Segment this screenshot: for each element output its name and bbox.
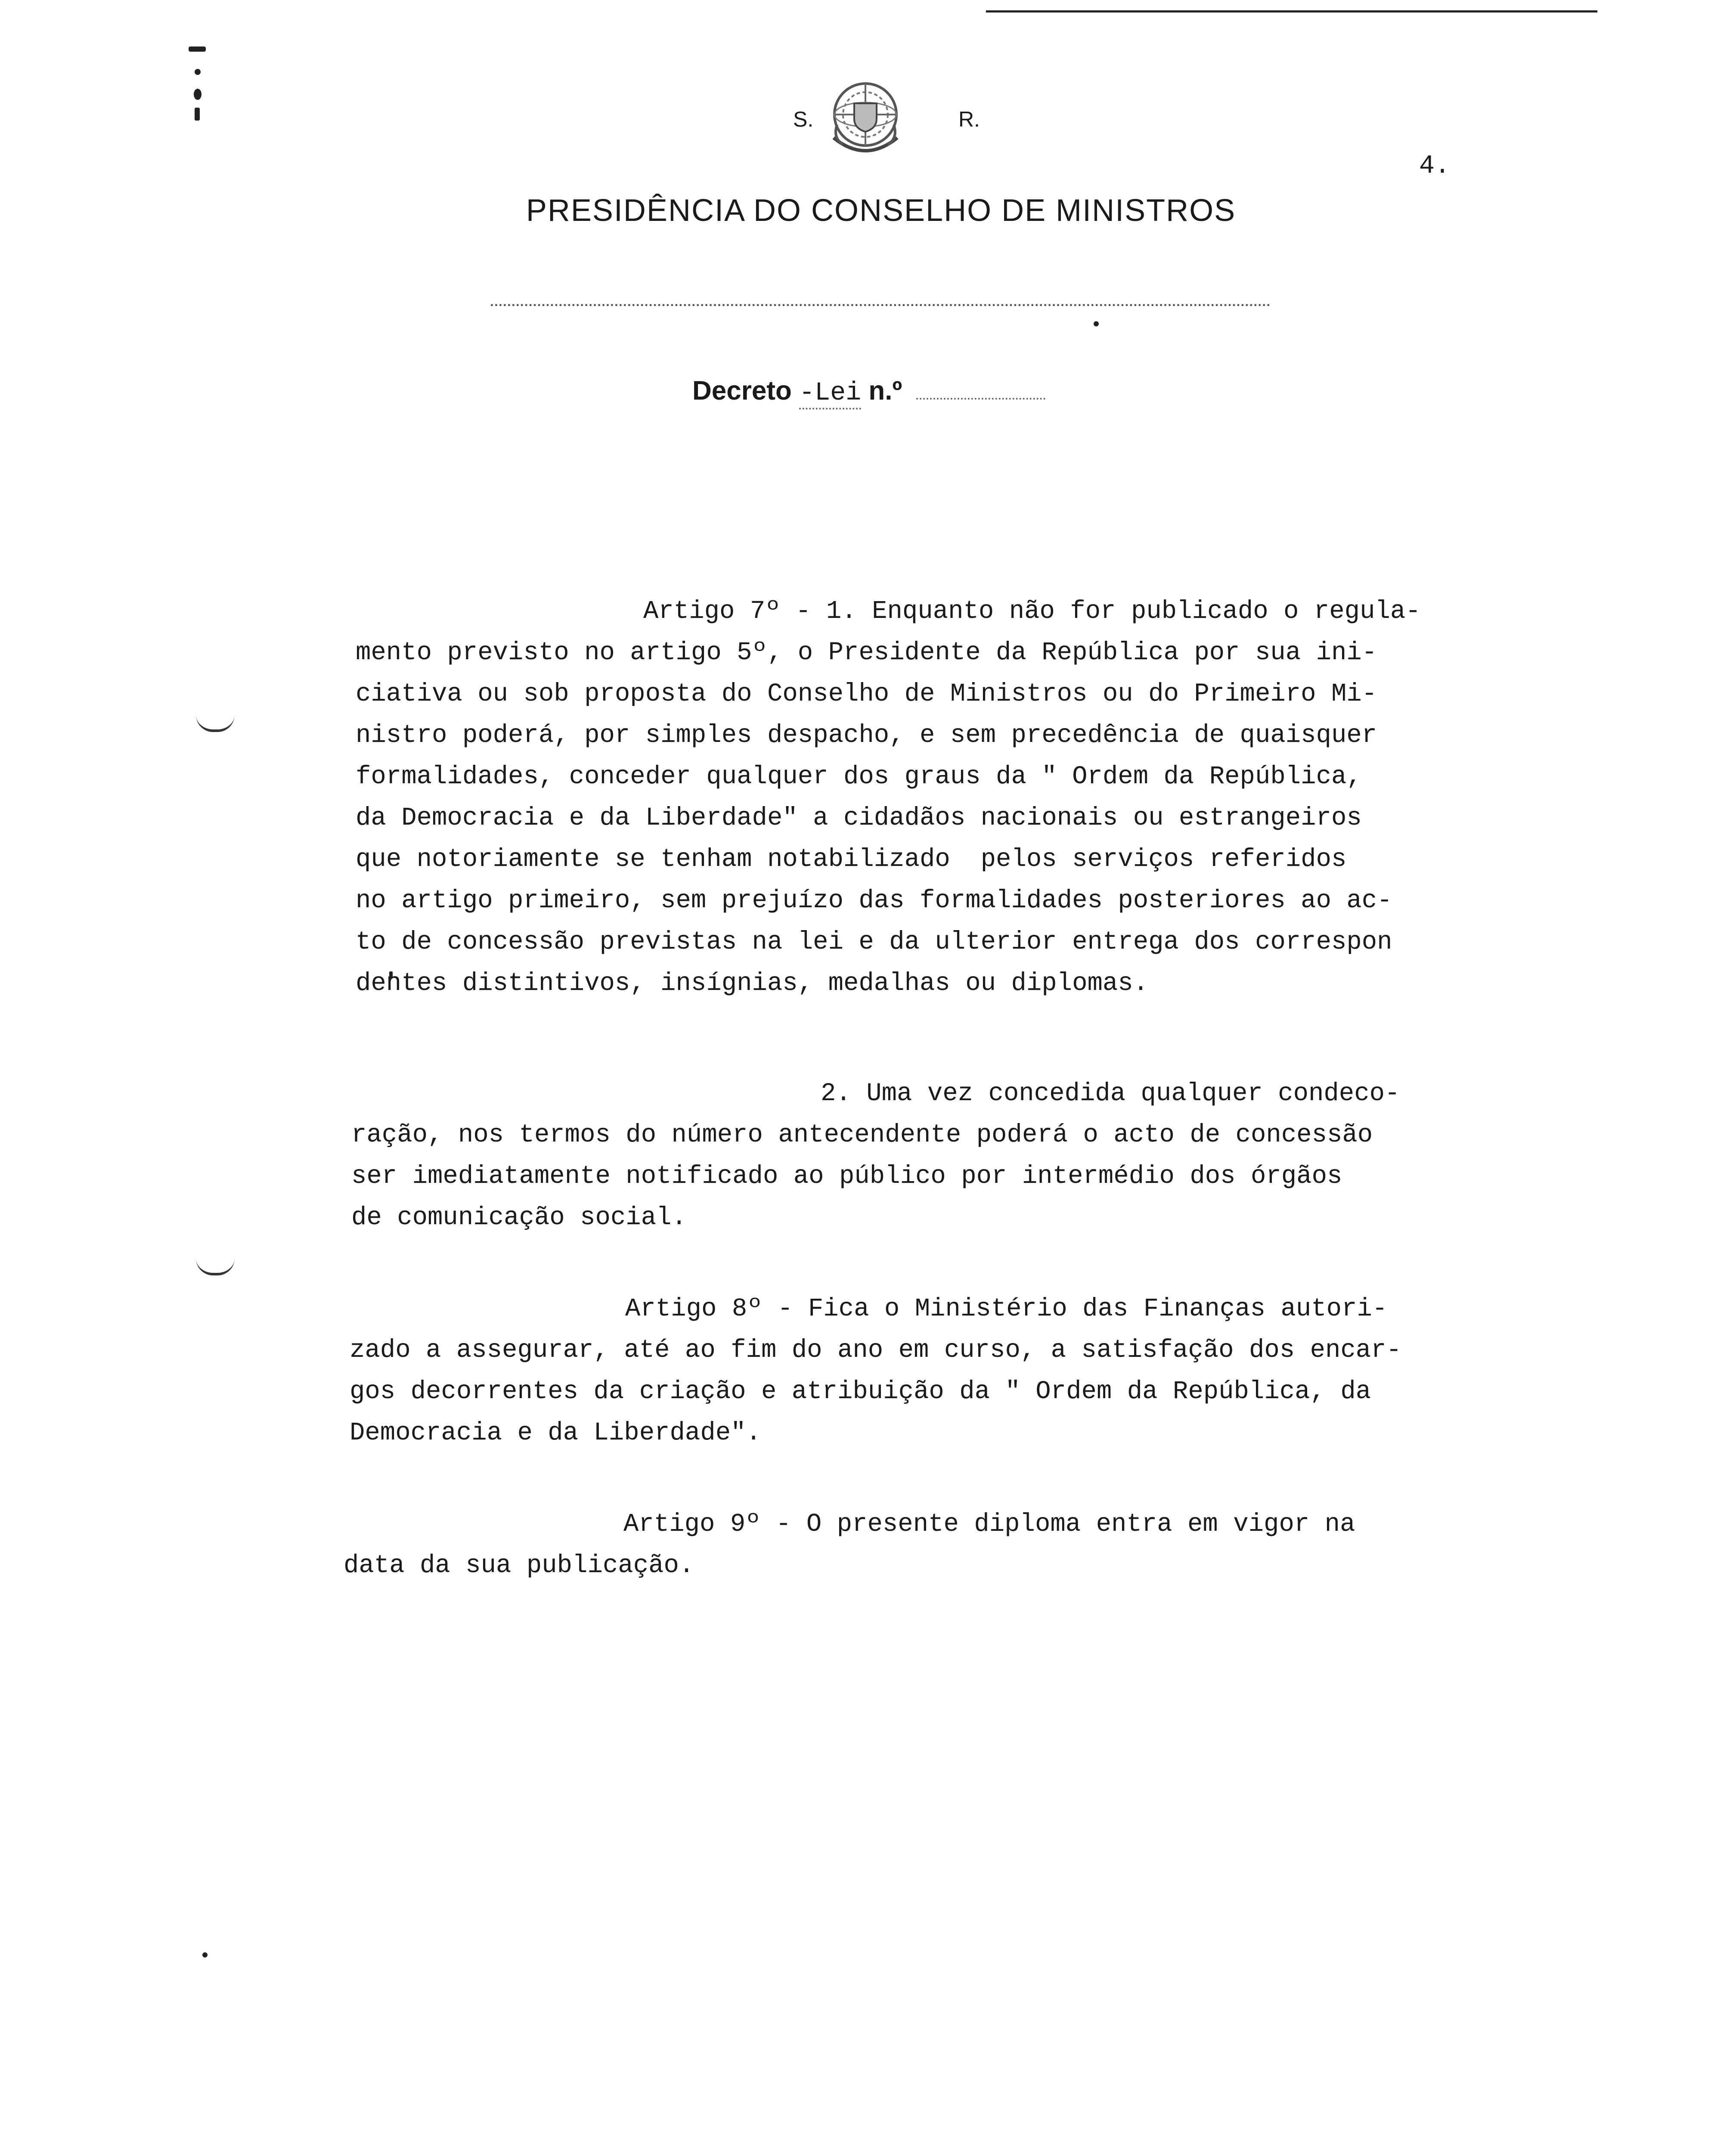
text-line: que notoriamente se tenham notabilizado pelos serviços referidos <box>356 845 1347 874</box>
text-line: Democracia e da Liberdade". <box>350 1418 761 1447</box>
text-line: Artigo 7º - 1. Enquanto não for publicado o regula- <box>643 597 1421 626</box>
artigo7-text-1 <box>356 591 1421 1004</box>
margin-mark <box>1094 321 1099 326</box>
coat-of-arms-icon <box>818 73 913 168</box>
text-line: Artigo 9º - O presente diploma entra em vigor na <box>623 1510 1355 1539</box>
text-line: data da sua publicação. <box>344 1551 694 1580</box>
margin-mark <box>194 89 202 100</box>
sigla-left: S. <box>793 107 814 131</box>
text-line: formalidades, conceder qualquer dos graus da " Ordem da República, <box>356 762 1362 791</box>
text-line: Artigo 8º - Fica o Ministério das Finanças autori- <box>625 1294 1388 1323</box>
text-line: ser imediatamente notificado ao público por intermédio dos órgãos <box>351 1162 1342 1191</box>
text-line: gos decorrentes da criação e atribuição da " Ordem da República, da <box>350 1377 1371 1406</box>
margin-mark <box>202 1952 208 1958</box>
text-line: da Democracia e da Liberdade" a cidadãos nacionais ou estrangeiros <box>356 803 1362 832</box>
margin-bracket <box>196 715 235 732</box>
decreto-type: -Lei <box>799 378 861 410</box>
decreto-label: Decreto <box>692 376 792 406</box>
text-line: ciativa ou sob proposta do Conselho de Ministros ou do Primeiro Mi- <box>356 679 1377 708</box>
text-line: ração, nos termos do número antecendente poderá o acto de concessão <box>351 1120 1373 1149</box>
text-line: nistro poderá, por simples despacho, e sem precedência de quaisquer <box>356 721 1377 750</box>
decreto-number-field <box>916 381 1045 400</box>
text-line: to de concessão previstas na lei e da ulterior entrega dos correspon <box>356 928 1392 956</box>
text-line: 2. Uma vez concedida qualquer condeco- <box>821 1079 1400 1108</box>
text-line: mento previsto no artigo 5º, o Presidente da República por sua ini- <box>356 638 1377 667</box>
margin-mark <box>195 108 200 121</box>
decreto-number-label: n.º <box>868 376 902 406</box>
text-line: zado a assegurar, até ao fim do ano em curso, a satisfação dos encar- <box>350 1336 1401 1365</box>
decreto-line <box>692 375 1045 408</box>
margin-bracket <box>196 1258 235 1275</box>
margin-mark <box>195 69 201 75</box>
artigo9-text <box>344 1504 1355 1586</box>
artigo7-paragraph-1 <box>356 508 1421 1045</box>
top-rule <box>986 10 1597 12</box>
artigo9-paragraph <box>344 1421 1355 1628</box>
text-line: no artigo primeiro, sem prejuízo das formalidades posteriores ao ac- <box>356 886 1392 915</box>
margin-mark <box>189 47 206 52</box>
institution-heading: PRESIDÊNCIA DO CONSELHO DE MINISTROS <box>526 193 1236 228</box>
text-line: dentes distintivos, insígnias, medalhas ou diplomas. <box>356 969 1149 998</box>
text-line: de comunicação social. <box>351 1203 687 1232</box>
sigla-right: R. <box>958 107 980 131</box>
dotted-rule <box>491 304 1270 306</box>
page-number: 4. <box>1419 152 1451 181</box>
